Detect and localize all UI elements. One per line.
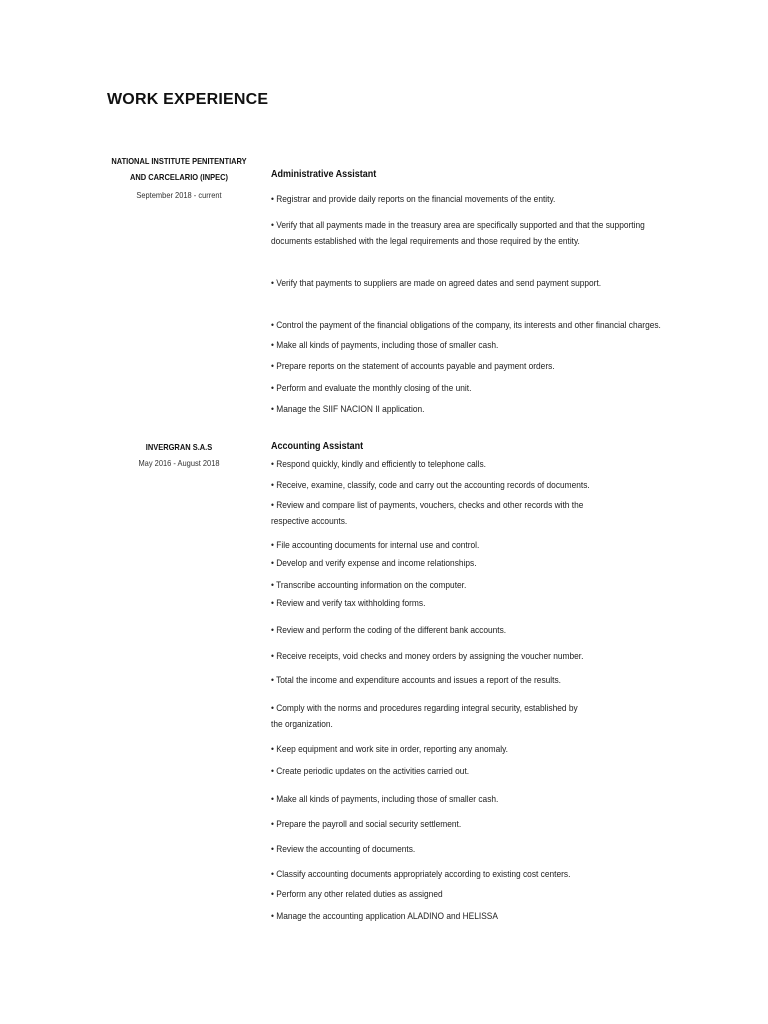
- job-2-duty: • Review and compare list of payments, vouchers, checks and other records with the respective accounts.: [271, 500, 584, 527]
- job-2-role: Accounting Assistant: [271, 441, 364, 452]
- job-2-duty: • Review the accounting of documents.: [271, 844, 416, 855]
- job-1-role: Administrative Assistant: [271, 169, 377, 180]
- job-1-meta: [109, 153, 248, 201]
- job-1-duty: • Manage the SIIF NACION II application.: [271, 404, 425, 415]
- job-2-duty: • Transcribe accounting information on the computer.: [271, 580, 467, 591]
- job-2-duty: • File accounting documents for internal use and control.: [271, 540, 480, 551]
- job-2-duty: • Comply with the norms and procedures regarding integral security, established by the organization.: [271, 703, 578, 730]
- job-1-organization: NATIONAL INSTITUTE PENITENTIARY AND CARCELARIO (INPEC): [111, 156, 247, 182]
- job-2-duty: • Total the income and expenditure accounts and issues a report of the results.: [271, 675, 561, 686]
- job-2-dates: May 2016 - August 2018: [138, 458, 220, 468]
- job-1-dates: September 2018 - current: [136, 190, 222, 200]
- job-2-duty: • Receive receipts, void checks and money orders by assigning the voucher number.: [271, 651, 584, 662]
- job-2-duty: • Manage the accounting application ALADINO and HELISSA: [271, 911, 498, 922]
- job-2-duty: • Create periodic updates on the activities carried out.: [271, 766, 470, 777]
- job-1-duty: • Perform and evaluate the monthly closing of the unit.: [271, 383, 472, 394]
- job-2-duty: • Review and perform the coding of the different bank accounts.: [271, 625, 507, 636]
- job-1-duty: • Verify that payments to suppliers are made on agreed dates and send payment support.: [271, 278, 602, 289]
- job-2-duty: • Review and verify tax withholding forms.: [271, 598, 426, 609]
- job-2-duty: • Keep equipment and work site in order, reporting any anomaly.: [271, 744, 508, 755]
- job-2-duty: • Make all kinds of payments, including those of smaller cash.: [271, 794, 499, 805]
- job-1-duty: • Prepare reports on the statement of accounts payable and payment orders.: [271, 361, 555, 372]
- job-2-duty: • Classify accounting documents appropriately according to existing cost centers.: [271, 869, 571, 880]
- section-title: WORK EXPERIENCE: [107, 91, 269, 108]
- job-2-duty: • Prepare the payroll and social security settlement.: [271, 819, 462, 830]
- job-1-duty: • Verify that all payments made in the treasury area are specifically supported and that the supporting documents established with the legal requirements and those required by the entity.: [271, 220, 645, 247]
- job-2-duty: • Respond quickly, kindly and efficiently to telephone calls.: [271, 459, 486, 470]
- job-2-organization: INVERGRAN S.A.S: [145, 442, 213, 452]
- job-2-meta: [109, 439, 248, 469]
- job-2-duty: • Receive, examine, classify, code and carry out the accounting records of documents.: [271, 480, 590, 491]
- job-2-duty: • Develop and verify expense and income relationships.: [271, 558, 477, 569]
- job-2-duty: • Perform any other related duties as assigned: [271, 889, 443, 900]
- job-1-duty: • Control the payment of the financial obligations of the company, its interests and other financial charges.: [271, 320, 661, 331]
- job-1-duty: • Make all kinds of payments, including those of smaller cash.: [271, 340, 499, 351]
- job-1-duty: • Registrar and provide daily reports on the financial movements of the entity.: [271, 194, 556, 205]
